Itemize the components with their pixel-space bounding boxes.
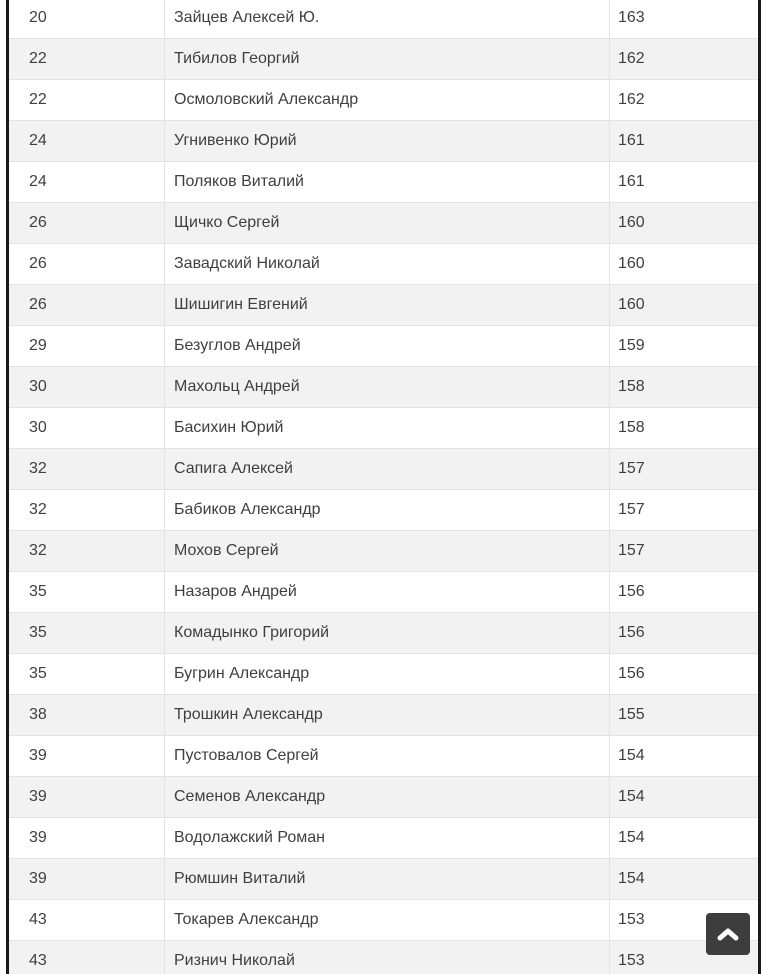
rank-cell: 22	[9, 80, 165, 120]
table-row	[9, 121, 758, 162]
name-cell: Ризнич Николай	[165, 941, 610, 974]
name-cell: Махольц Андрей	[165, 367, 610, 407]
score-cell: 155	[618, 706, 645, 723]
rank-cell: 39	[9, 859, 165, 899]
rank-cell: 26	[9, 285, 165, 325]
rank-cell: 32	[9, 490, 165, 530]
name-cell: Угнивенко Юрий	[165, 121, 610, 161]
score-cell: 162	[618, 50, 645, 67]
rank-cell: 32	[9, 531, 165, 571]
table-row	[9, 449, 758, 490]
table-row	[9, 285, 758, 326]
rank-cell: 38	[9, 695, 165, 735]
score-cell: 158	[618, 419, 645, 436]
table-row	[9, 39, 758, 80]
name-cell: Пустовалов Сергей	[165, 736, 610, 776]
table-row	[9, 326, 758, 367]
rank-cell: 30	[9, 367, 165, 407]
table-row	[9, 654, 758, 695]
score-cell: 160	[618, 296, 645, 313]
score-cell: 162	[618, 91, 645, 108]
rank-cell: 35	[9, 654, 165, 694]
table-row	[9, 162, 758, 203]
name-cell: Безуглов Андрей	[165, 326, 610, 366]
name-cell: Завадский Николай	[165, 244, 610, 284]
rank-cell: 39	[9, 777, 165, 817]
table-row	[9, 203, 758, 244]
name-cell: Тибилов Георгий	[165, 39, 610, 79]
table-row	[9, 531, 758, 572]
score-cell: 159	[618, 337, 645, 354]
chevron-up-icon	[717, 927, 739, 941]
rating-table	[6, 0, 761, 974]
rank-cell: 24	[9, 162, 165, 202]
table-row	[9, 244, 758, 285]
score-cell: 157	[618, 501, 645, 518]
name-cell: Сапига Алексей	[165, 449, 610, 489]
name-cell: Комадынко Григорий	[165, 613, 610, 653]
score-cell: 157	[618, 542, 645, 559]
table-row	[9, 80, 758, 121]
name-cell: Трошкин Александр	[165, 695, 610, 735]
score-cell: 158	[618, 378, 645, 395]
score-cell: 154	[618, 788, 645, 805]
name-cell: Осмоловский Александр	[165, 80, 610, 120]
rank-cell: 22	[9, 39, 165, 79]
rank-cell: 26	[9, 244, 165, 284]
rank-cell: 39	[9, 818, 165, 858]
name-cell: Мохов Сергей	[165, 531, 610, 571]
score-cell: 154	[618, 870, 645, 887]
table-row	[9, 941, 758, 974]
table-row	[9, 736, 758, 777]
score-cell: 156	[618, 624, 645, 641]
table-row	[9, 408, 758, 449]
table-row	[9, 859, 758, 900]
rank-cell: 30	[9, 408, 165, 448]
rank-cell: 20	[9, 0, 165, 38]
score-cell: 160	[618, 214, 645, 231]
score-cell: 161	[618, 132, 645, 149]
score-cell: 154	[618, 829, 645, 846]
rank-cell: 24	[9, 121, 165, 161]
name-cell: Рюмшин Виталий	[165, 859, 610, 899]
score-cell: 160	[618, 255, 645, 272]
rank-cell: 26	[9, 203, 165, 243]
name-cell: Семенов Александр	[165, 777, 610, 817]
name-cell: Щичко Сергей	[165, 203, 610, 243]
score-cell: 154	[618, 747, 645, 764]
score-cell: 153	[618, 952, 645, 969]
table-row	[9, 490, 758, 531]
score-cell: 163	[618, 9, 645, 26]
name-cell: Зайцев Алексей Ю.	[165, 0, 610, 38]
score-cell: 157	[618, 460, 645, 477]
table-row	[9, 572, 758, 613]
score-cell: 156	[618, 665, 645, 682]
name-cell: Шишигин Евгений	[165, 285, 610, 325]
rank-cell: 35	[9, 613, 165, 653]
rank-cell: 43	[9, 941, 165, 974]
table-row	[9, 900, 758, 941]
table-row	[9, 695, 758, 736]
score-cell: 156	[618, 583, 645, 600]
scroll-to-top-button[interactable]	[706, 913, 750, 955]
rank-cell: 43	[9, 900, 165, 940]
name-cell: Бугрин Александр	[165, 654, 610, 694]
rank-cell: 32	[9, 449, 165, 489]
name-cell: Бабиков Александр	[165, 490, 610, 530]
name-cell: Назаров Андрей	[165, 572, 610, 612]
name-cell: Поляков Виталий	[165, 162, 610, 202]
table-row	[9, 613, 758, 654]
score-cell: 153	[618, 911, 645, 928]
rank-cell: 29	[9, 326, 165, 366]
name-cell: Басихин Юрий	[165, 408, 610, 448]
name-cell: Водолажский Роман	[165, 818, 610, 858]
table-row	[9, 818, 758, 859]
table-row	[9, 0, 758, 39]
rank-cell: 39	[9, 736, 165, 776]
table-row	[9, 367, 758, 408]
rating-table-body	[9, 0, 758, 974]
score-cell: 161	[618, 173, 645, 190]
name-cell: Токарев Александр	[165, 900, 610, 940]
rank-cell: 35	[9, 572, 165, 612]
table-row	[9, 777, 758, 818]
